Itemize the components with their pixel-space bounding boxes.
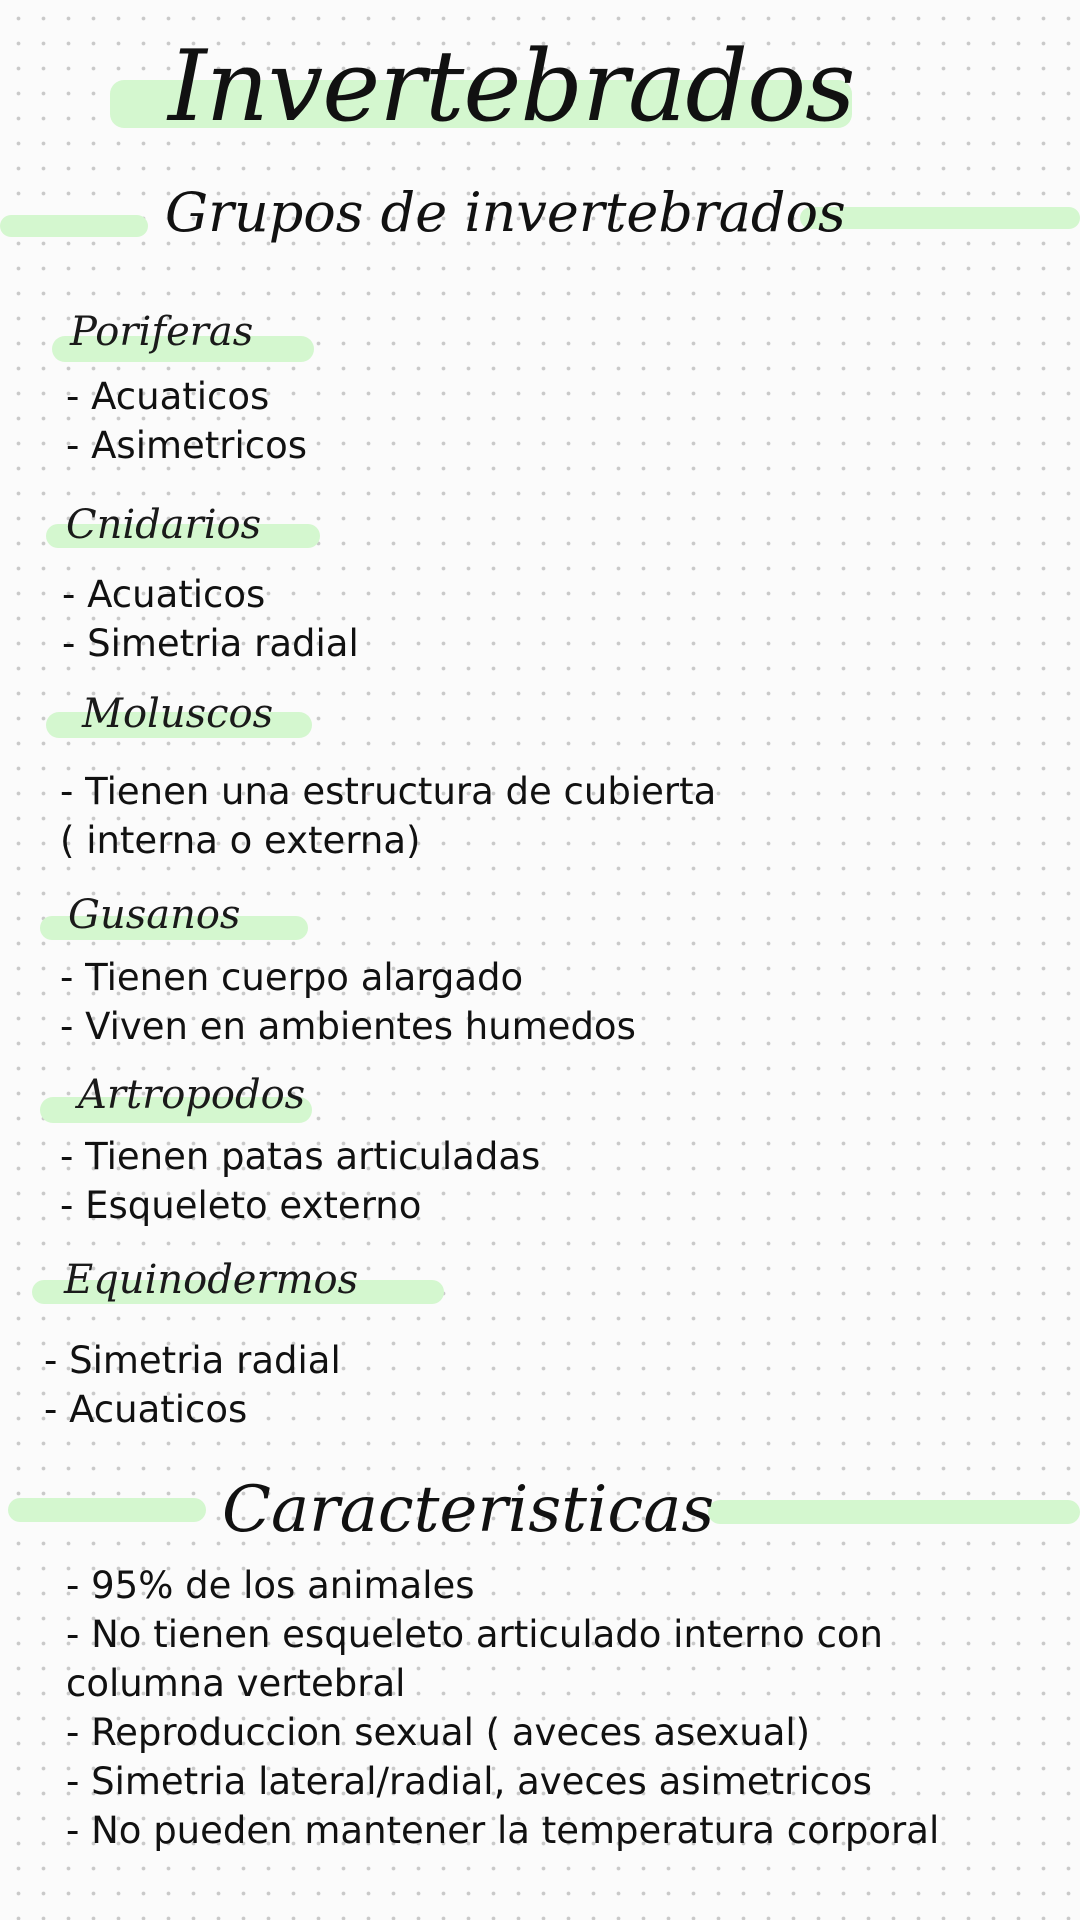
list-item: - 95% de los animales xyxy=(66,1564,475,1607)
characteristics-list xyxy=(66,1561,1026,1855)
group-title-artropodos: Artropodos xyxy=(78,1072,306,1118)
list-item: - Acuaticos xyxy=(44,1388,248,1431)
list-item: - Reproduccion sexual ( aveces asexual) xyxy=(66,1711,811,1754)
list-item: - No pueden mantener la temperatura corporal xyxy=(66,1809,940,1852)
group-list-cnidarios xyxy=(62,570,359,668)
list-item: - Simetria radial xyxy=(44,1339,341,1382)
list-item: - Asimetricos xyxy=(66,424,308,467)
list-item: - Simetria radial xyxy=(62,622,359,665)
group-title-poriferas: Poriferas xyxy=(70,309,254,355)
characteristics-heading: Caracteristicas xyxy=(222,1473,715,1547)
list-item: - Tienen cuerpo alargado xyxy=(60,956,524,999)
group-title-equinodermos: Equinodermos xyxy=(64,1257,359,1303)
characteristics-heading-highlight-left xyxy=(8,1498,206,1522)
group-list-moluscos xyxy=(60,767,716,865)
list-item: - Tienen una estructura de cubierta xyxy=(60,770,717,813)
list-item: - Viven en ambientes humedos xyxy=(60,1005,636,1048)
page-title: Invertebrados xyxy=(168,30,855,144)
group-title-cnidarios: Cnidarios xyxy=(66,502,262,548)
group-title-gusanos: Gusanos xyxy=(68,892,241,938)
characteristics-heading-highlight-right xyxy=(708,1500,1080,1524)
list-item: ( interna o externa) xyxy=(60,819,421,862)
list-item: - Acuaticos xyxy=(66,375,270,418)
group-title-moluscos: Moluscos xyxy=(82,691,274,737)
list-item: - Tienen patas articuladas xyxy=(60,1135,541,1178)
group-list-equinodermos xyxy=(44,1336,341,1434)
group-list-gusanos xyxy=(60,953,636,1051)
groups-heading: Grupos de invertebrados xyxy=(165,181,846,244)
list-item: - Simetria lateral/radial, aveces asimetricos xyxy=(66,1760,872,1803)
list-item: - Esqueleto externo xyxy=(60,1184,422,1227)
group-list-poriferas xyxy=(66,372,307,470)
group-list-artropodos xyxy=(60,1132,540,1230)
list-item: - Acuaticos xyxy=(62,573,266,616)
list-item: - No tienen esqueleto articulado interno con columna vertebral xyxy=(66,1613,883,1705)
groups-heading-highlight-left xyxy=(0,215,148,237)
